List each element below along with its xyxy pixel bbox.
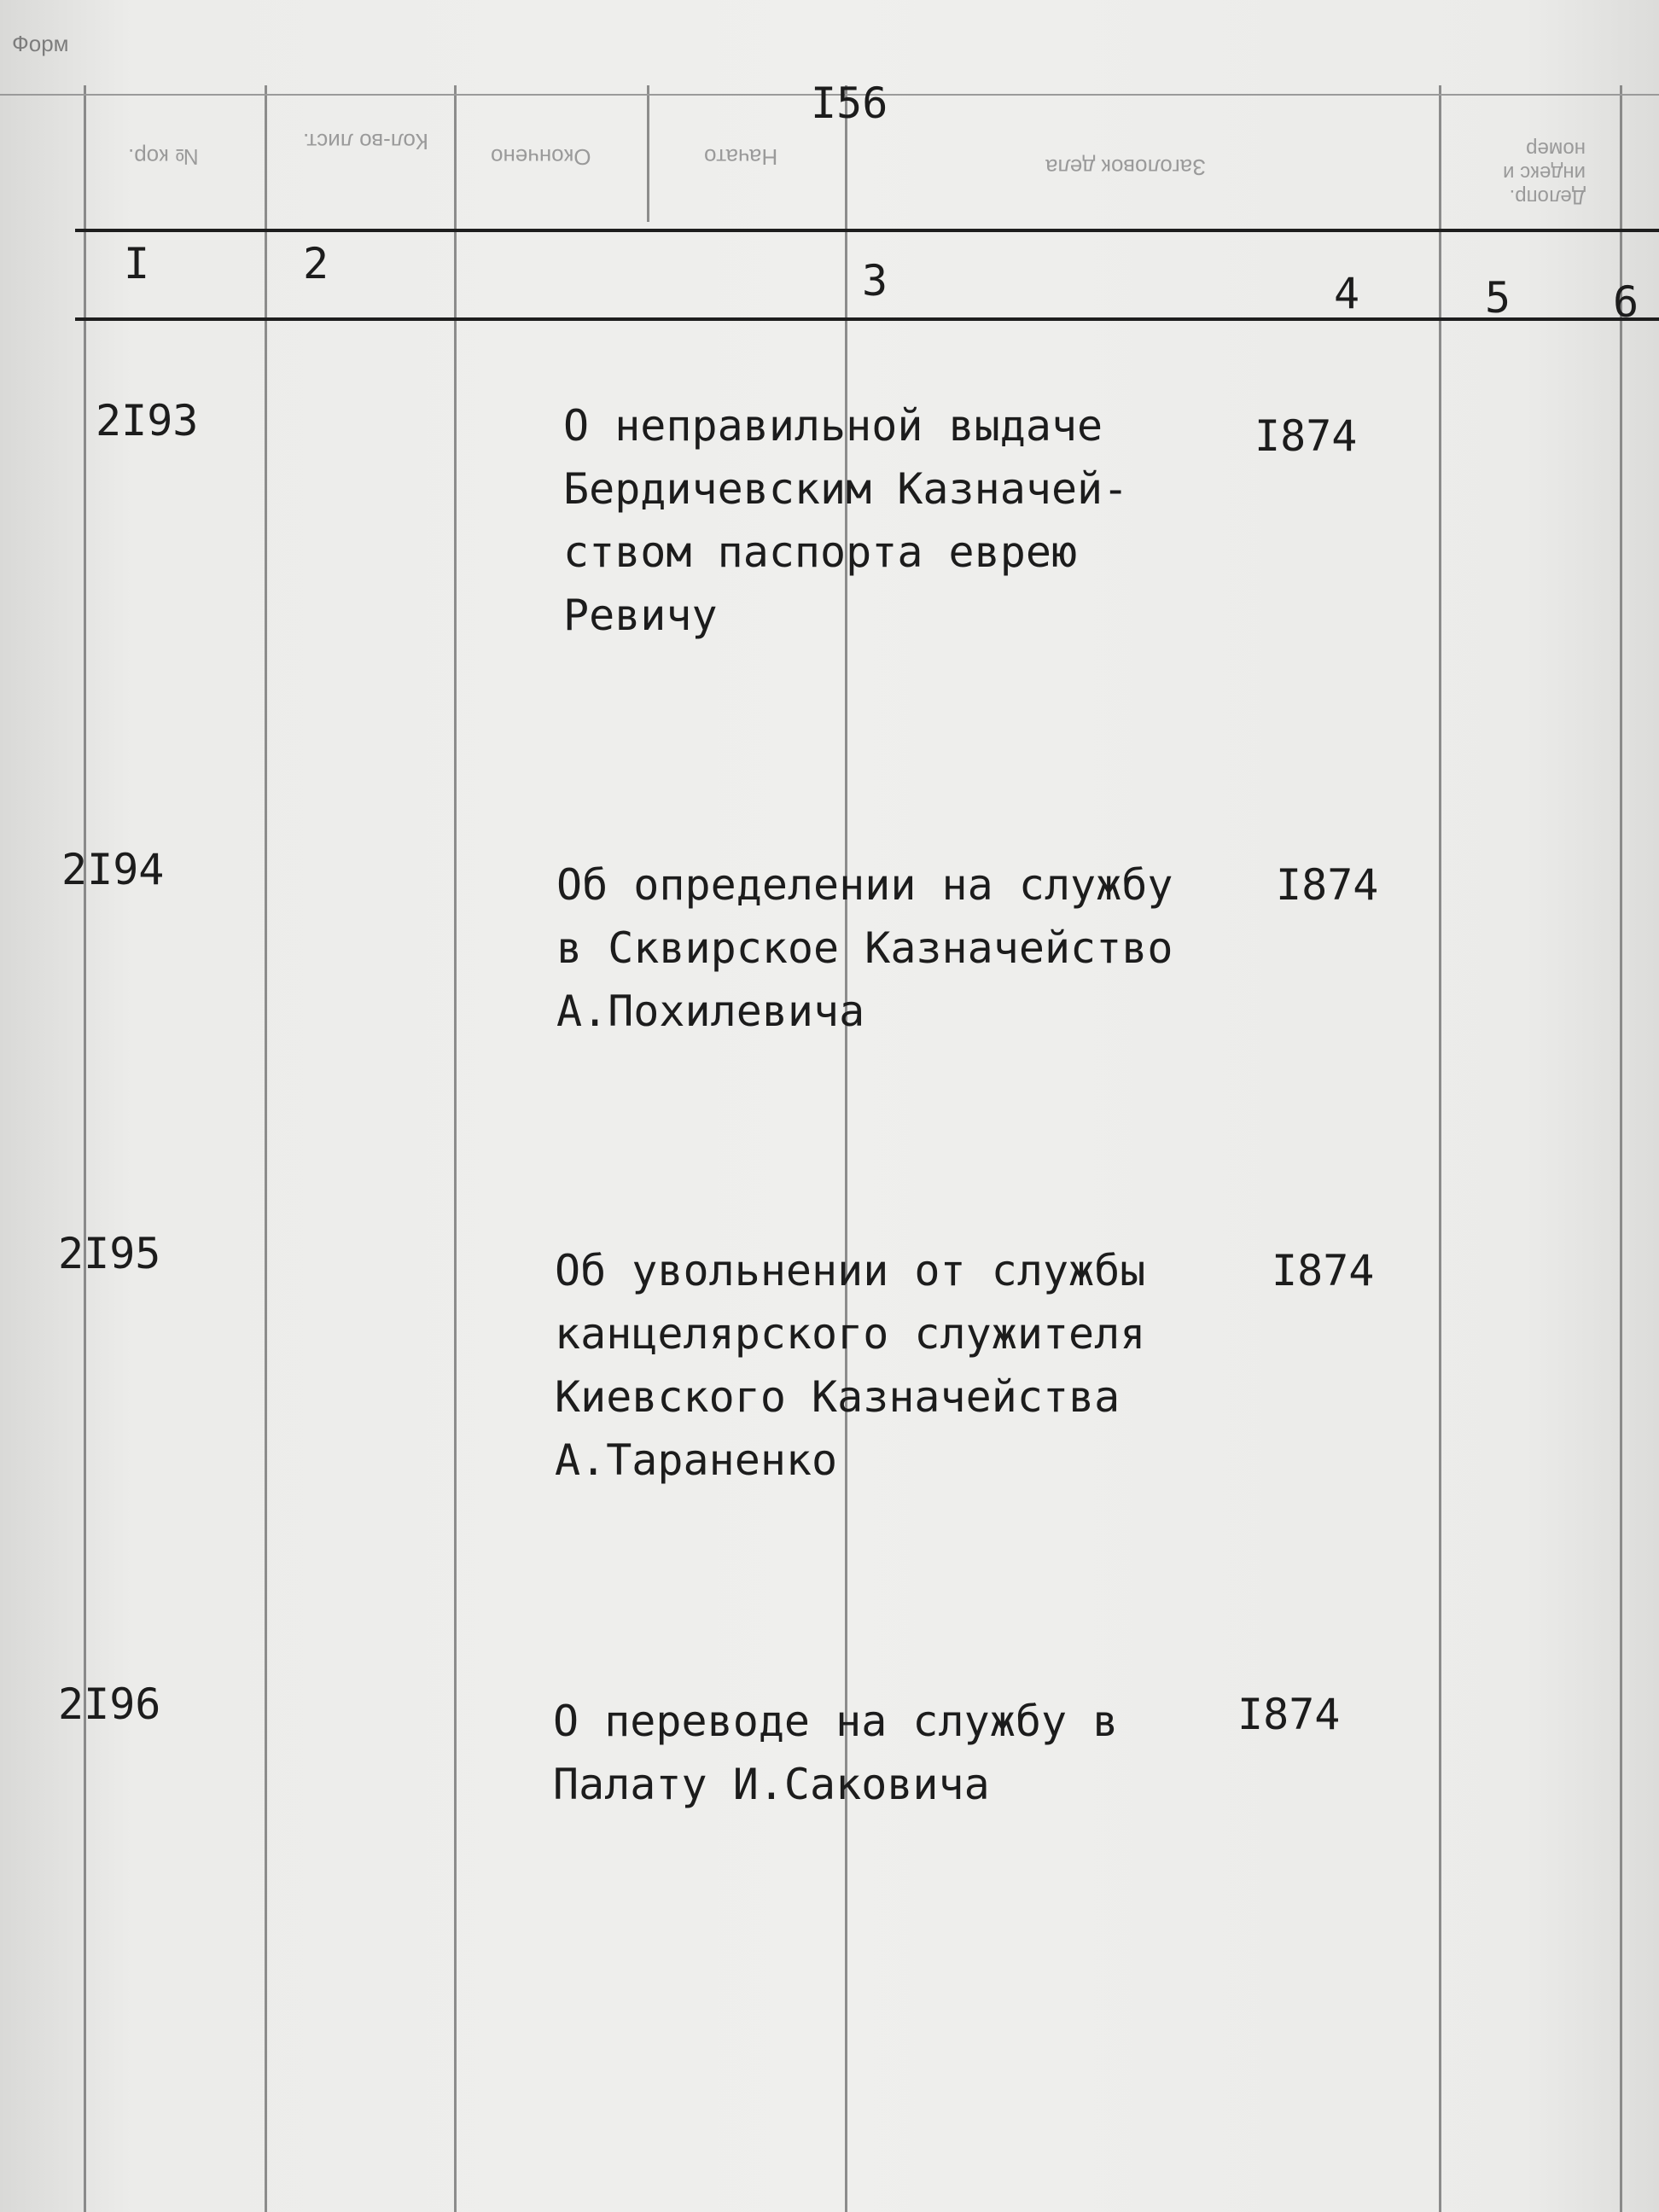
header-col-index: Делопр. индекс и номер <box>1503 137 1586 208</box>
column-number-3: 3 <box>862 256 888 306</box>
column-number-6: 6 <box>1613 277 1639 327</box>
column-rule <box>647 85 649 222</box>
record-year: I874 <box>1237 1690 1341 1739</box>
column-rule <box>454 85 457 2212</box>
column-number-4: 4 <box>1334 269 1360 318</box>
record-title: Об определении на службу в Сквирское Казначейство А.Похилевича <box>556 860 1173 1036</box>
header-rule-top <box>75 229 1659 232</box>
column-rule <box>265 85 267 2212</box>
record-year: I874 <box>1272 1246 1375 1295</box>
corner-stamp: Форм <box>12 31 69 56</box>
record-year: I874 <box>1254 411 1358 461</box>
record-number: 2I95 <box>58 1229 161 1278</box>
record-number: 2I96 <box>58 1679 161 1729</box>
header-rule-bottom <box>75 317 1659 321</box>
record-title: О переводе на службу в Палату И.Саковича <box>553 1697 1119 1809</box>
record-title: Об увольнении от службы канцелярского служителя Киевского Казначейства А.Тараненко <box>555 1246 1146 1485</box>
column-rule <box>1439 85 1441 2212</box>
header-col-started: Начато <box>704 144 778 170</box>
column-rule <box>84 85 86 2212</box>
column-number-1: I <box>124 239 150 288</box>
column-number-5: 5 <box>1485 273 1511 323</box>
column-number-2: 2 <box>303 239 329 288</box>
column-rule <box>1620 85 1622 2212</box>
record-number: 2I93 <box>96 396 199 445</box>
header-col-sheets: Кол-во лист. <box>303 129 429 154</box>
record-title: О неправильной выдаче Бердичевским Казначей- ством паспорта еврею Ревичу <box>563 401 1129 640</box>
header-col-box: № кор. <box>128 144 199 170</box>
record-number: 2I94 <box>61 845 165 894</box>
header-col-title: Заголовок дела <box>1045 154 1206 180</box>
page-number: I56 <box>811 79 888 128</box>
header-col-ended: Окончено <box>491 144 591 170</box>
record-year: I874 <box>1276 860 1379 910</box>
